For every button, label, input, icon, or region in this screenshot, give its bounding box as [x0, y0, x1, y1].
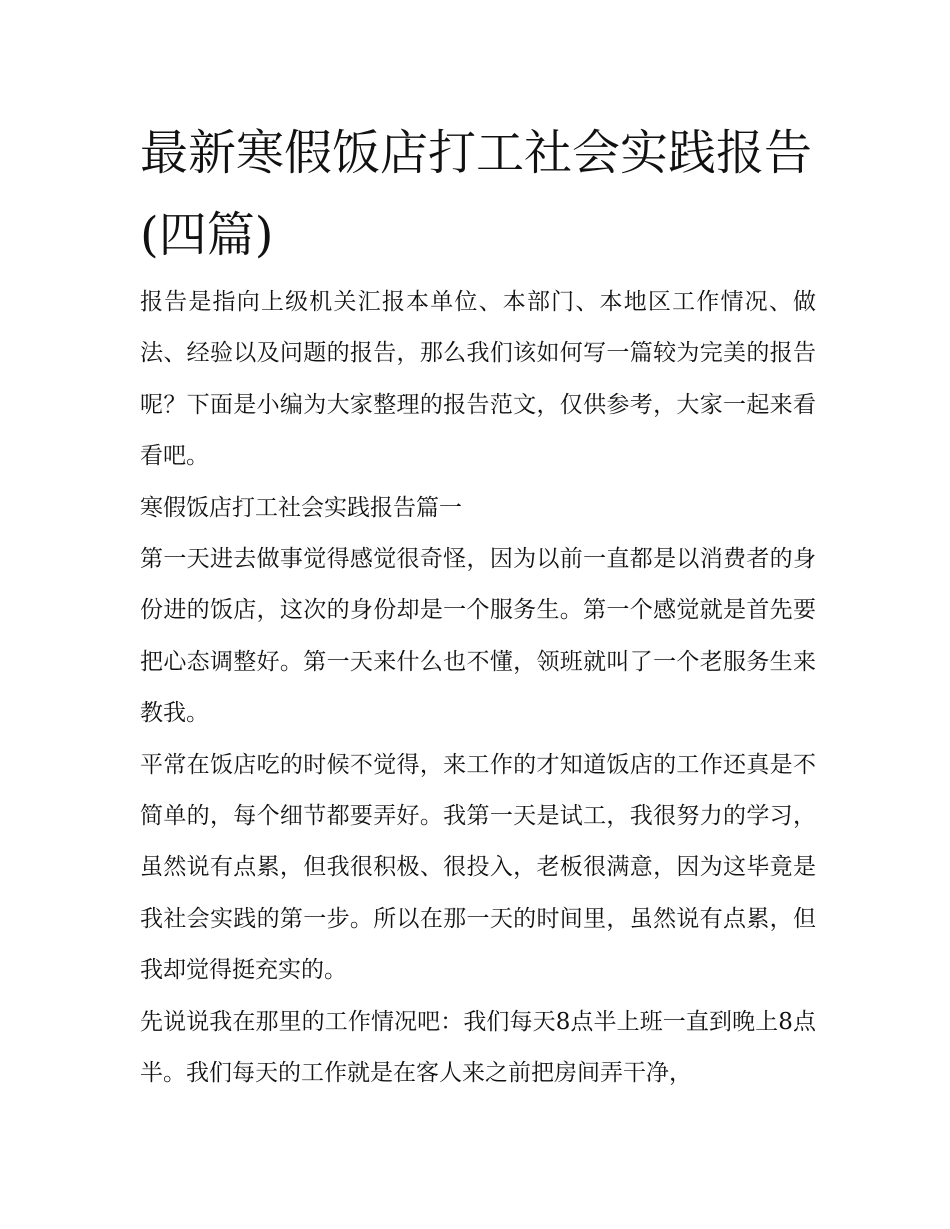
document-title: 最新寒假饭店打工社会实践报告(四篇) [140, 125, 813, 263]
body-paragraph: 平常在饭店吃的时候不觉得，来工作的才知道饭店的工作还真是不简单的，每个细节都要弄好。我第一天是试工，我很努力的学习，虽然说有点累，但我很积极、很投入，老板很满意，因为这毕竟是我社会实践的第一步。所以在那一天的时间里，虽然说有点累，但我却觉得挺充实的。 [140, 751, 816, 984]
body-paragraph: 先说说我在那里的工作情况吧：我们每天8点半上班一直到晚上8点半。我们每天的工作就是在客人来之前把房间弄干净， [140, 1008, 816, 1087]
intro-paragraph: 报告是指向上级机关汇报本单位、本部门、本地区工作情况、做法、经验以及问题的报告，那么我们该如何写一篇较为完美的报告呢？下面是小编为大家整理的报告范文，仅供参考，大家一起来看看吧。 [140, 289, 816, 470]
body-paragraph: 第一天进去做事觉得感觉很奇怪，因为以前一直都是以消费者的身份进的饭店，这次的身份却是一个服务生。第一个感觉就是首先要把心态调整好。第一天来什么也不懂，领班就叫了一个老服务生来教我。 [140, 546, 816, 727]
document-body [140, 277, 816, 1100]
section-heading: 寒假饭店打工社会实践报告篇一 [140, 494, 462, 521]
